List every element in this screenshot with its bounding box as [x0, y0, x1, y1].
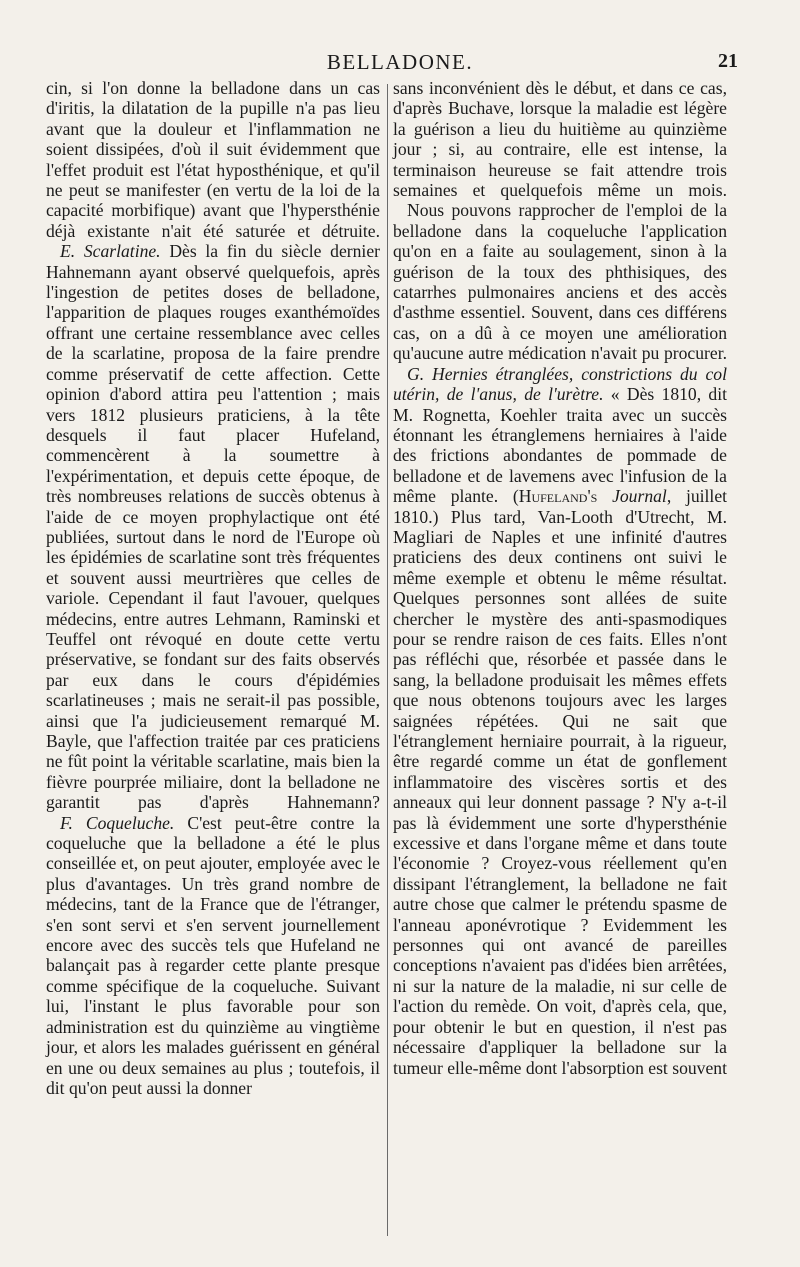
paragraph-coqueluche-cont — [393, 78, 727, 200]
page-number: 21 — [718, 50, 738, 72]
paragraph-text: Nous pouvons rapprocher de l'emploi de la belladone dans la coqueluche l'application qu'on en a faite au soulagement, sinon à la guérison de la toux des phthisiques, des catarrhes pulmonaires anciens et des accès d'asthme essentiel. Souvent, dans ces différens cas, on a dû à ce moyen une amélioration qu'aucune autre médication n'avait pu procurer. — [393, 200, 727, 364]
paragraph-text: sans inconvénient dès le début, et dans ce cas, d'après Buchave, lorsque la maladie est légère la guérison a lieu du huitième au quinzième jour ; si, au contraire, elle est intense, la terminaison heureuse se fait attendre trois semaines et quelquefois même un mois. — [393, 78, 727, 201]
section-heading: G. Hernies étranglées, constrictions du col utérin, de l'anus, de l'urètre. — [393, 363, 727, 405]
paragraph-scarlatine — [46, 241, 380, 812]
right-column — [393, 78, 727, 1078]
paragraph-text: , juillet 1810.) Plus tard, Van-Looth d'Utrecht, M. Magliari de Naples et une infinité d'autres praticiens des deux continens ont suivi le même exemple et obtenu le même résultat. Quelques personnes sont allées de suite chercher le mystère des anti-spasmodiques pour se rendre raison de ces faits. Elles n'ont pas réfléchi que, résorbée et passée dans le sang, la belladone produisait les mêmes effets que nous obtenons toujours avec les larges saignées répétées. Qui ne sait que l'étranglement herniaire pourrait, à la rigueur, être regardé comme un état de gonflement inflammatoire des viscères sortis et des anneaux qui leur donnent passage ? N'y a-t-il pas là évidemment une sorte d'hypersthénie excessive et dans l'organe même et dans toute l'économie ? Croyez-vous réellement qu'en dissipant l'étranglement, la belladone ne fait autre chose que calmer le prétendu spasme de l'anneau aponévrotique ? Evidemment les personnes qui ont avancé de pareilles conceptions n'avaient pas d'idées bien arrêtées, ni sur la nature de la maladie, ni sur celle de l'action du remède. On voit, d'après cela, que, pour obtenir le but en question, il n'est pas nécessaire d'appliquer la belladone sur la tumeur elle-même dont l'absorption est souvent — [393, 486, 728, 1078]
paragraph-hernies — [393, 364, 727, 1078]
paragraph-text: C'est peut-être contre la coqueluche que la belladone a été le plus conseillée et, on peut ajouter, employée avec le plus d'avantages. Un très grand nombre de médecins, tant de la France que de l'étranger, s'en sont servi et s'en servent journellement encore avec des succès tels que Hufeland ne balançait pas à regarder cette plante presque comme spécifique de la coqueluche. Suivant lui, l'instant le plus favorable pour son administration est du quinzième au vingtième jour, et alors les malades guérissent en général en une ou deux semaines au plus ; toutefois, il dit qu'on peut aussi la donner — [46, 812, 380, 1098]
section-heading: E. Scarlatine. — [60, 241, 161, 262]
column-divider — [387, 84, 388, 1236]
paragraph-coqueluche — [46, 813, 380, 1099]
paragraph-toux — [393, 200, 727, 363]
paragraph-iritis — [46, 78, 380, 241]
paragraph-text: « Dès 1810, dit M. Rognetta, Koehler traita avec un succès étonnant les étranglemens herniaires à l'aide des frictions abondantes de pommade de belladone et de lavemens avec l'infusion de la même plante. ( — [393, 384, 727, 507]
left-column — [46, 78, 380, 1098]
paragraph-text: Dès la fin du siècle dernier Hahnemann ayant observé quelquefois, après l'ingestion de petites doses de belladone, l'apparition de plaques rouges exanthémoïdes offrant une certaine ressemblance avec celles de la scarlatine, proposa de la faire prendre comme préservatif de cette affection. Cette opinion d'abord attira peu l'attention ; mais vers 1812 plusieurs praticiens, à la tête desquels il faut placer Hufeland, commencèrent à la soumettre à l'expérimentation, et depuis cette époque, de très nombreuses relations de succès obtenus à l'aide de ce moyen prophylactique ont été publiées, surtout dans le nord de l'Europe où les épidémies de scarlatine sont très fréquentes et souvent aussi meurtrières que celles de variole. Cependant il faut l'avouer, quelques médecins, entre autres Lehmann, Raminski et Teuffel ont révoqué en doute cette vertu préservative, se fondant sur des faits observés par eux dans le cours d'épidémies scarlatineuses ; mais ne serait-il pas possible, ainsi que l'a judicieusement remarqué M. Bayle, que l'affection traitée par ces praticiens ne fût point la véritable scarlatine, mais bien la fièvre pourprée miliaire, dont la belladone ne garantit pas d'après Hahnemann? — [46, 241, 380, 813]
paragraph-text: cin, si l'on donne la belladone dans un cas d'iritis, la dilatation de la pupille n'a pas lieu avant que la douleur et l'inflammation ne soient dissipées, d'où il suit évidemment que l'effet produit est l'état hyposthénique, et qu'il ne peut se manifester (en vertu de la loi de la capacité morbifique) avant que l'hypersthénie déjà existante n'ait été saturée et détruite. — [46, 78, 380, 241]
section-heading: F. Coqueluche. — [60, 812, 175, 833]
citation-author: Hufeland's — [518, 486, 598, 507]
running-head — [0, 50, 800, 78]
citation-title: Journal — [612, 486, 667, 507]
running-title: BELLADONE. — [326, 50, 474, 74]
